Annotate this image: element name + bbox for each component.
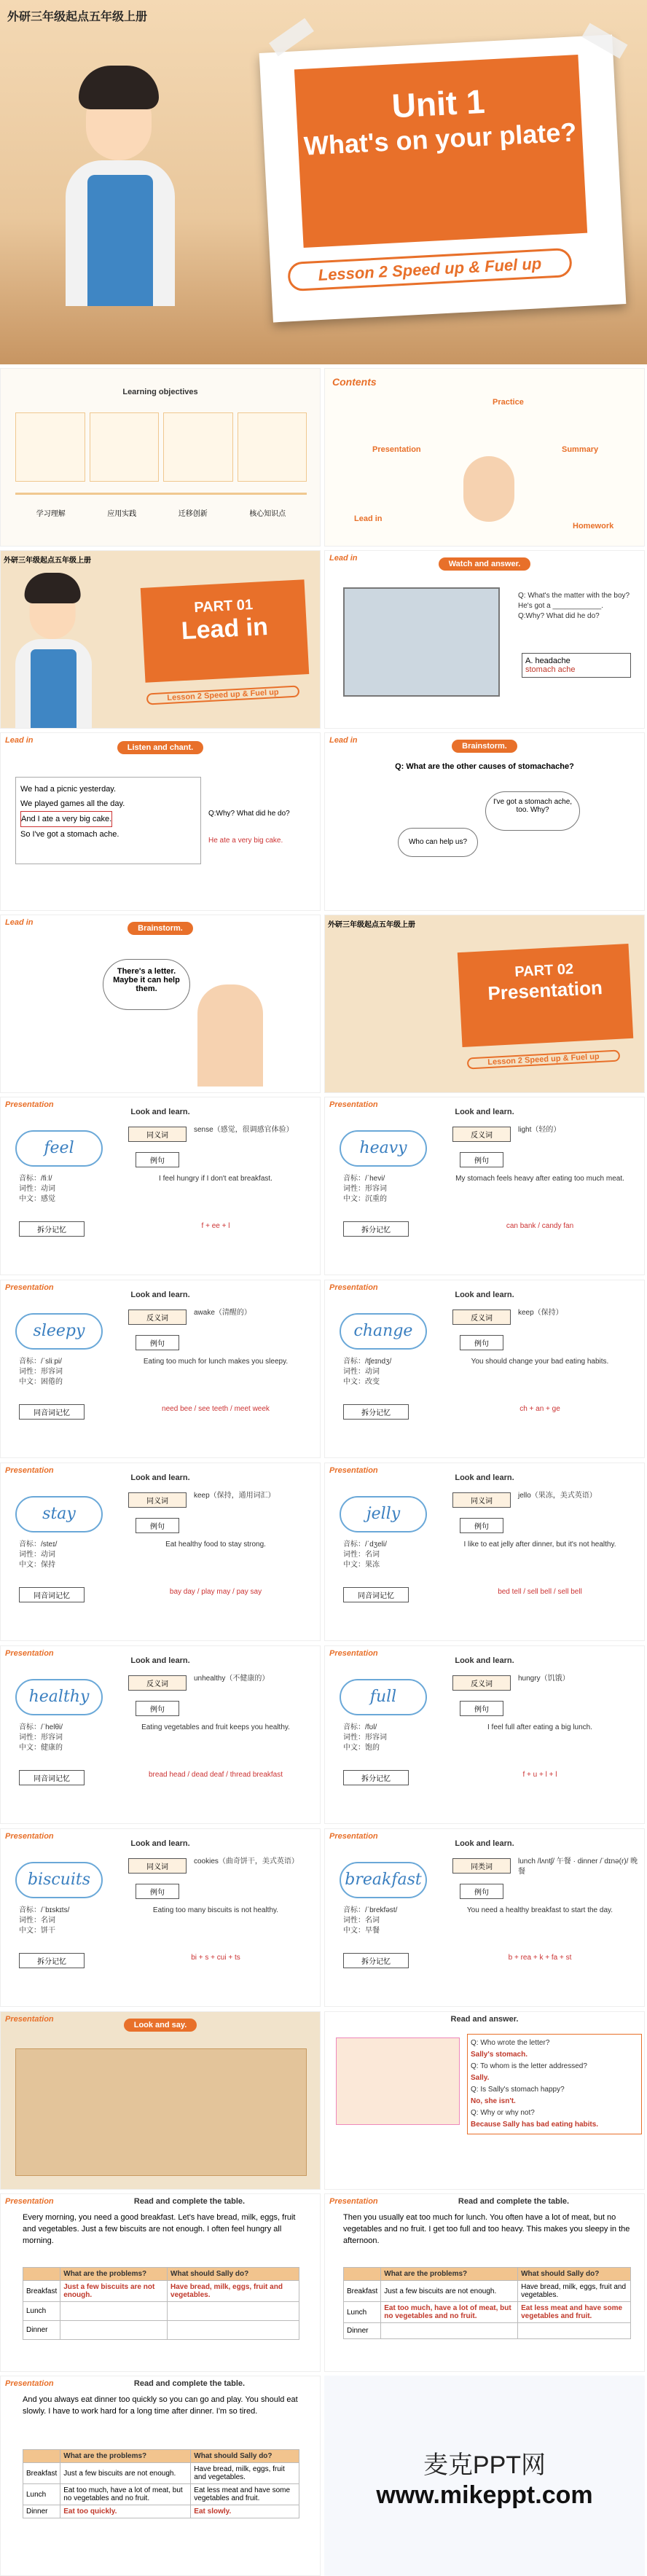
memory-label: 拆分记忆 [343,1404,409,1420]
example-sentence: You need a healthy breakfast to start the day. [466,1906,613,1914]
slide-title: Look and learn. [130,1656,190,1665]
question: Q: What are the other causes of stomachache? [395,762,574,771]
problems-table [23,2267,299,2340]
part-number: PART 02 [514,960,574,981]
row-label: Lunch [344,2302,381,2323]
table-cell: Just a few biscuits are not enough. [60,2463,191,2484]
contents-item[interactable]: Homework [573,522,614,531]
word-info: 音标：/ˈhelθi/ 词性：形容词 中文：健康的 [19,1723,63,1752]
video-frame[interactable] [343,587,500,697]
relation-word: unhealthy（不健康的） [194,1675,270,1683]
slide-tag: Presentation [5,1283,54,1292]
part01-slide [0,550,321,729]
table-header: What should Sally do? [518,2268,631,2281]
vocab-slide [324,1828,645,2007]
example-label: 例句 [460,1335,503,1350]
slide-tag: Lead in [5,736,34,745]
part02-slide [324,915,645,1093]
example-sentence: Eat healthy food to stay strong. [165,1540,266,1549]
vocab-slide [0,1828,321,2007]
memory-label: 同音词记忆 [19,1404,85,1420]
memory-content: f + u + l + l [522,1771,557,1779]
unit-title: Unit 1 [391,82,486,125]
table3-slide [0,2376,321,2576]
slide-tag: Presentation [329,1832,378,1841]
table-cell: Eat too much, have a lot of meat, but no vegetables and no fruit. [60,2484,191,2505]
watermark-cn: 麦克PPT网 [423,2451,546,2479]
slide-tag: Presentation [5,2197,54,2206]
contents-title: Contents [332,376,377,388]
speech-bubble: I've got a stomach ache, too. Why? [485,791,580,831]
example-sentence: Eating vegetables and fruit keeps you healthy. [141,1723,290,1731]
relation-word: awake（清醒的） [194,1309,251,1317]
example-label: 例句 [460,1152,503,1167]
vocab-word: full [340,1679,427,1715]
row-label: Lunch [23,2484,60,2505]
memory-content: f + ee + l [201,1222,230,1230]
example-label: 例句 [460,1518,503,1533]
vocab-word: jelly [340,1496,427,1532]
vocab-slide [324,1280,645,1458]
memory-label: 同音词记忆 [19,1587,85,1602]
vocab-word: stay [15,1496,103,1532]
instruction-pill: Brainstorm. [128,922,193,935]
slide-tag: Presentation [329,1283,378,1292]
slide-tag: Presentation [329,1100,378,1109]
part-card [141,579,309,683]
reading-text: And you always eat dinner too quickly so you can go and play. You should eat slowly. I have to work hard for a long time after dinner. I'm so tired. [23,2395,298,2416]
row-label: Breakfast [344,2281,381,2302]
objective-label: 应用实践 [107,510,137,518]
answer: Sally. [471,2074,490,2082]
table-header: What should Sally do? [168,2268,299,2281]
answer: Because Sally has bad eating habits. [471,2121,599,2129]
vocab-word: biscuits [15,1862,103,1898]
slide-title: Look and learn. [130,1839,190,1848]
table-cell: Eat too quickly. [60,2505,191,2518]
cover-slide [0,0,647,364]
example-sentence: Eating too much for lunch makes you sleepy. [143,1358,289,1366]
row-label: Breakfast [23,2281,60,2302]
teacher-illustration [197,984,263,1087]
instruction-pill: Watch and answer. [439,557,531,571]
word-info: 音标：/ˈbɪskɪts/ 词性：名词 中文：饼干 [19,1906,70,1935]
vocab-slide [0,1463,321,1641]
vocab-word: heavy [340,1130,427,1167]
table-header: What are the problems? [60,2268,168,2281]
question: Q: To whom is the letter addressed? [471,2062,587,2070]
memory-content: can bank / candy fan [506,1222,574,1230]
chant-line: So I've got a stomach ache. [20,830,119,839]
relation-word: lunch /lʌntʃ/ 午餐 · dinner /ˈdɪnə(r)/ 晚餐 [518,1857,638,1876]
lesson-title: Lesson 2 Speed up & Fuel up [287,248,573,291]
reading-text: Then you usually eat too much for lunch. You often have a lot of meat, but no vegetables and no fruit. I get too full and too heavy. This makes you sleepy in the afternoon. [343,2213,630,2245]
teacher-illustration [66,66,175,306]
objectives-slide [0,368,321,547]
relation-label: 同类词 [452,1858,511,1874]
table-header: What are the problems? [381,2268,518,2281]
vocab-word: change [340,1313,427,1350]
memory-content: bread head / dead deaf / thread breakfast [148,1771,283,1779]
relation-word: keep（保持） [518,1309,563,1317]
question: Q: What's the matter with the boy? [518,592,630,600]
memory-content: b + rea + k + fa + st [508,1954,572,1962]
row-label: Lunch [23,2302,60,2321]
memory-content: need bee / see teeth / meet week [162,1405,270,1413]
word-info: 音标：/ˈbrekfəst/ 词性：名词 中文：早餐 [343,1906,398,1935]
contents-item[interactable]: Lead in [354,514,383,523]
slide-tag: Presentation [329,1649,378,1658]
slide-title: Look and learn. [455,1291,514,1299]
table-cell: Eat too much, have a lot of meat, but no vegetables and no fruit. [381,2302,518,2323]
letter-image [336,2037,460,2125]
option-a[interactable]: A. headache [525,657,570,665]
word-info: 音标：/fiːl/ 词性：动词 中文：感觉 [19,1175,55,1203]
memory-content: ch + an + ge [519,1405,560,1413]
question: Q: Why or why not? [471,2109,535,2117]
table-cell: Eat slowly. [191,2505,299,2518]
relation-word: sense（感觉，很调感官体验） [194,1126,294,1134]
reading-text: Every morning, you need a good breakfast. Let's have bread, milk, eggs, fruit and vegetables. Just a few biscuits are not enough. I often feel hungry all morning. [23,2213,296,2245]
answer: No, she isn't. [471,2097,516,2105]
vocab-slide [0,1097,321,1275]
word-info: 音标：/ˈhevi/ 词性：形容词 中文：沉重的 [343,1175,387,1203]
slide-title: Look and learn. [130,1108,190,1116]
vocab-slide [324,1463,645,1641]
memory-content: bed tell / sell bell / sell bell [498,1588,582,1596]
example-sentence: My stomach feels heavy after eating too much meat. [455,1175,624,1183]
slide-title: Read and complete the table. [133,2379,246,2388]
vocab-slide [0,1645,321,1824]
example-label: 例句 [136,1518,179,1533]
objectives-title: Learning objectives [122,388,198,396]
row-label: Dinner [23,2505,60,2518]
table-cell: Have bread, milk, eggs, fruit and vegetables. [168,2281,299,2302]
objective-label: 核心知识点 [249,510,286,518]
chant-line: We had a picnic yesterday. [20,785,117,794]
part-card [458,944,633,1047]
part-name: Presentation [487,976,603,1005]
example-sentence: I feel full after eating a big lunch. [487,1723,592,1731]
series-title: 外研三年级起点五年级上册 [4,557,91,565]
memory-label: 拆分记忆 [343,1953,409,1968]
relation-word: jello（果冻，美式英语） [518,1492,597,1500]
problems-table [343,2267,631,2339]
part-number: PART 01 [193,596,254,616]
word-info: 音标：/fʊl/ 词性：形容词 中文：饱的 [343,1723,387,1752]
word-info: 音标：/tʃeɪndʒ/ 词性：动词 中文：改变 [343,1358,392,1386]
slide-title: Read and answer. [450,2015,519,2024]
answer: Sally's stomach. [471,2051,528,2059]
row-label: Dinner [344,2323,381,2339]
vocab-word: healthy [15,1679,103,1715]
question: Q:Why? What did he do? [518,612,600,620]
vocab-slide [0,1280,321,1458]
example-label: 例句 [460,1701,503,1716]
relation-label: 反义词 [452,1675,511,1691]
slide-tag: Presentation [329,2197,378,2206]
objective-label: 学习理解 [36,510,66,518]
relation-word: hungry（饥饿） [518,1675,570,1683]
relation-word: cookies（曲奇饼干，美式英语） [194,1857,299,1866]
relation-label: 同义词 [128,1492,187,1508]
contents-item[interactable]: Practice [493,398,524,407]
slide-title: Read and complete the table. [458,2197,570,2206]
lesson-title: Lesson 2 Speed up & Fuel up [467,1050,621,1070]
vocab-word: breakfast [340,1862,427,1898]
table-cell: Have bread, milk, eggs, fruit and vegetables. [518,2281,631,2302]
slide-tag: Presentation [5,1832,54,1841]
chant-box [15,777,201,864]
slide-title: Look and learn. [130,1473,190,1482]
unit-subtitle: What's on your plate? [302,117,578,161]
slide-title: Look and learn. [455,1839,514,1848]
answer: He ate a very big cake. [208,837,283,845]
contents-slide [324,368,645,547]
brainstorm-slide [324,732,645,911]
contents-item[interactable]: Presentation [372,445,421,454]
memory-label: 拆分记忆 [19,1953,85,1968]
table-cell: Eat less meat and have some vegetables and fruit. [191,2484,299,2505]
kitchen-scene [15,2048,307,2176]
slide-tag: Lead in [329,554,358,563]
memory-label: 拆分记忆 [343,1770,409,1785]
slide-title: Read and complete the table. [133,2197,246,2206]
series-title: 外研三年级起点五年级上册 [328,921,415,929]
memory-content: bi + s + cui + ts [191,1954,240,1962]
relation-label: 反义词 [128,1309,187,1325]
example-sentence: I feel hungry if I don't eat breakfast. [159,1175,272,1183]
memory-label: 同音词记忆 [19,1770,85,1785]
chant-line: And I ate a very big cake. [20,811,112,827]
watermark-url[interactable]: www.mikeppt.com [376,2481,593,2509]
memory-label: 同音词记忆 [343,1587,409,1602]
part-name: Lead in [180,612,269,646]
memory-label: 拆分记忆 [19,1221,85,1237]
vocab-slide [324,1645,645,1824]
row-label: Breakfast [23,2463,60,2484]
speech-bubble: Who can help us? [398,828,478,857]
objectives-cards [15,412,307,482]
table-header: What are the problems? [60,2450,191,2463]
answer-blank: He's got a ____________. [518,602,604,610]
instruction-pill: Look and say. [124,2019,197,2032]
speech-bubble: There's a letter. Maybe it can help them. [103,959,190,1010]
contents-item[interactable]: Summary [562,445,599,454]
slide-title: Look and learn. [130,1291,190,1299]
table1-slide [0,2193,321,2372]
relation-word: light（轻的） [518,1126,561,1134]
example-sentence: Eating too many biscuits is not healthy. [152,1906,279,1914]
example-label: 例句 [136,1335,179,1350]
problems-table [23,2449,299,2518]
relation-label: 反义词 [452,1309,511,1325]
listen-slide [0,732,321,911]
relation-label: 反义词 [128,1675,187,1691]
read-answer-slide [324,2011,645,2190]
relation-label: 同义词 [128,1127,187,1142]
slide-tag: Presentation [5,1466,54,1475]
slide-tag: Presentation [5,2015,54,2024]
series-title: 外研三年级起点五年级上册 [7,11,148,23]
example-label: 例句 [136,1701,179,1716]
slide-tag: Presentation [329,1466,378,1475]
slide-tag: Presentation [5,1649,54,1658]
example-label: 例句 [136,1884,179,1899]
instruction-pill: Brainstorm. [452,740,517,753]
girl-illustration [463,456,514,522]
word-info: 音标：/ˈdʒeli/ 词性：名词 中文：果冻 [343,1540,387,1569]
table-cell: Just a few biscuits are not enough. [381,2281,518,2302]
memory-label: 拆分记忆 [343,1221,409,1237]
slide-title: Look and learn. [455,1656,514,1665]
options-box [522,653,631,678]
question: Q: Who wrote the letter? [471,2039,550,2047]
question: Q:Why? What did he do? [208,810,290,818]
example-sentence: I like to eat jelly after dinner, but it's not healthy. [463,1540,616,1549]
slide-tag: Presentation [5,1100,54,1109]
table-cell: Just a few biscuits are not enough. [60,2281,168,2302]
instruction-pill: Listen and chant. [117,741,203,754]
slide-tag: Lead in [5,918,34,927]
slide-title: Look and learn. [455,1108,514,1116]
vocab-slide [324,1097,645,1275]
relation-label: 反义词 [452,1127,511,1142]
look-say-slide [0,2011,321,2190]
relation-label: 同义词 [128,1858,187,1874]
brainstorm2-slide [0,915,321,1093]
slide-tag: Presentation [5,2379,54,2388]
question: Q: Is Sally's stomach happy? [471,2086,565,2094]
slide-tag: Lead in [329,736,358,745]
watch-slide [324,550,645,729]
vocab-word: feel [15,1130,103,1167]
vocab-word: sleepy [15,1313,103,1350]
option-b[interactable]: stomach ache [525,665,576,674]
table-cell: Eat less meat and have some vegetables and fruit. [518,2302,631,2323]
lesson-title: Lesson 2 Speed up & Fuel up [146,686,300,705]
memory-content: bay day / play may / pay say [169,1588,262,1596]
relation-word: keep（保持，通用词汇） [194,1492,275,1500]
word-info: 音标：/ˈsliːpi/ 词性：形容词 中文：困倦的 [19,1358,63,1386]
row-label: Dinner [23,2321,60,2340]
example-label: 例句 [136,1152,179,1167]
teacher-illustration [15,573,92,685]
objective-label: 迁移创新 [178,510,208,518]
relation-label: 同义词 [452,1492,511,1508]
slide-title: Look and learn. [455,1473,514,1482]
title-card [294,55,587,248]
chant-line: We played games all the day. [20,799,125,808]
table-header: What should Sally do? [191,2450,299,2463]
watermark-area [324,2376,645,2576]
example-label: 例句 [460,1884,503,1899]
table2-slide [324,2193,645,2372]
word-info: 音标：/steɪ/ 词性：动词 中文：保持 [19,1540,58,1569]
table-cell: Have bread, milk, eggs, fruit and vegetables. [191,2463,299,2484]
example-sentence: You should change your bad eating habits. [471,1358,609,1366]
